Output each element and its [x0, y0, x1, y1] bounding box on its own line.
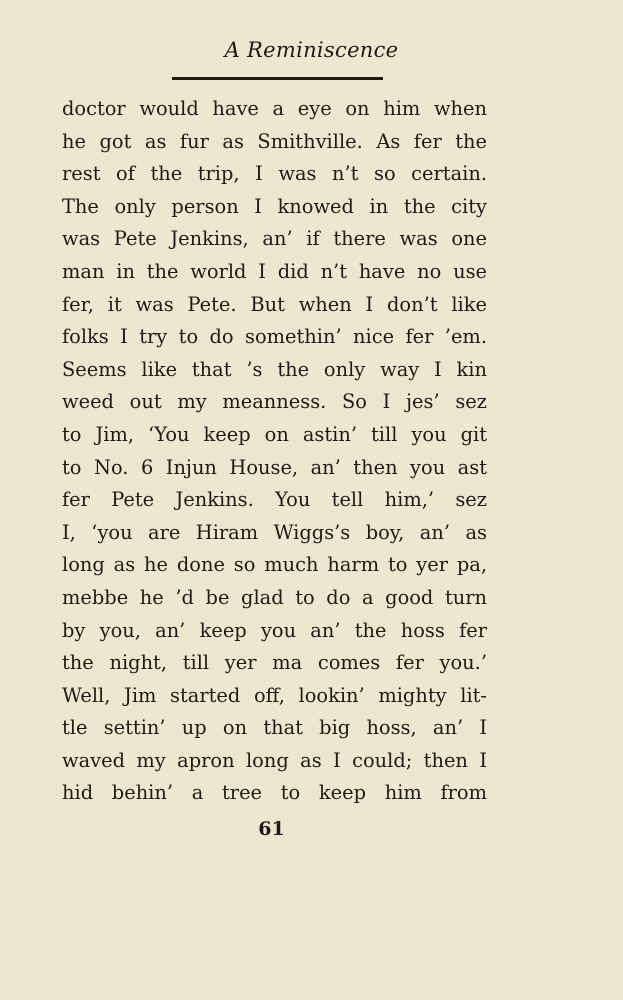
text-line: waved my apron long as I could; then I — [62, 748, 487, 772]
body-text — [62, 93, 487, 810]
text-line: to Jim, ‘You keep on astin’ till you git — [62, 422, 487, 446]
text-line: I, ‘you are Hiram Wiggs’s boy, an’ as — [62, 520, 487, 544]
header-rule — [172, 77, 383, 80]
text-line: by you, an’ keep you an’ the hoss fer — [62, 618, 487, 642]
text-line: man in the world I did n’t have no use — [62, 259, 487, 283]
text-line: was Pete Jenkins, an’ if there was one — [62, 227, 487, 251]
text-line: folks I try to do somethin’ nice fer ’em. — [62, 325, 487, 349]
text-line: tle settin’ up on that big hoss, an’ I — [62, 716, 487, 740]
text-line: the night, till yer ma comes fer you.’ — [62, 651, 487, 675]
text-line: Well, Jim started off, lookin’ mighty lit- — [62, 683, 487, 707]
text-line: to No. 6 Injun House, an’ then you ast — [62, 455, 487, 479]
page-number: 61 — [258, 818, 285, 840]
text-line: fer, it was Pete. But when I don’t like — [62, 292, 487, 316]
text-line: weed out my meanness. So I jes’ sez — [62, 390, 487, 414]
text-line: mebbe he ’d be glad to do a good turn — [62, 585, 487, 609]
running-head: A Reminiscence — [224, 38, 399, 62]
text-line: long as he done so much harm to yer pa, — [62, 553, 487, 577]
text-line: hid behin’ a tree to keep him from — [62, 781, 487, 805]
text-line: doctor would have a eye on him when — [62, 97, 487, 120]
text-line: fer Pete Jenkins. You tell him,’ sez — [62, 488, 487, 512]
text-line: rest of the trip, I was n’t so certain. — [62, 162, 487, 186]
text-line: The only person I knowed in the city — [62, 194, 487, 218]
text-line: he got as fur as Smithville. As fer the — [62, 129, 487, 153]
text-line: Seems like that ’s the only way I kin — [62, 357, 487, 381]
